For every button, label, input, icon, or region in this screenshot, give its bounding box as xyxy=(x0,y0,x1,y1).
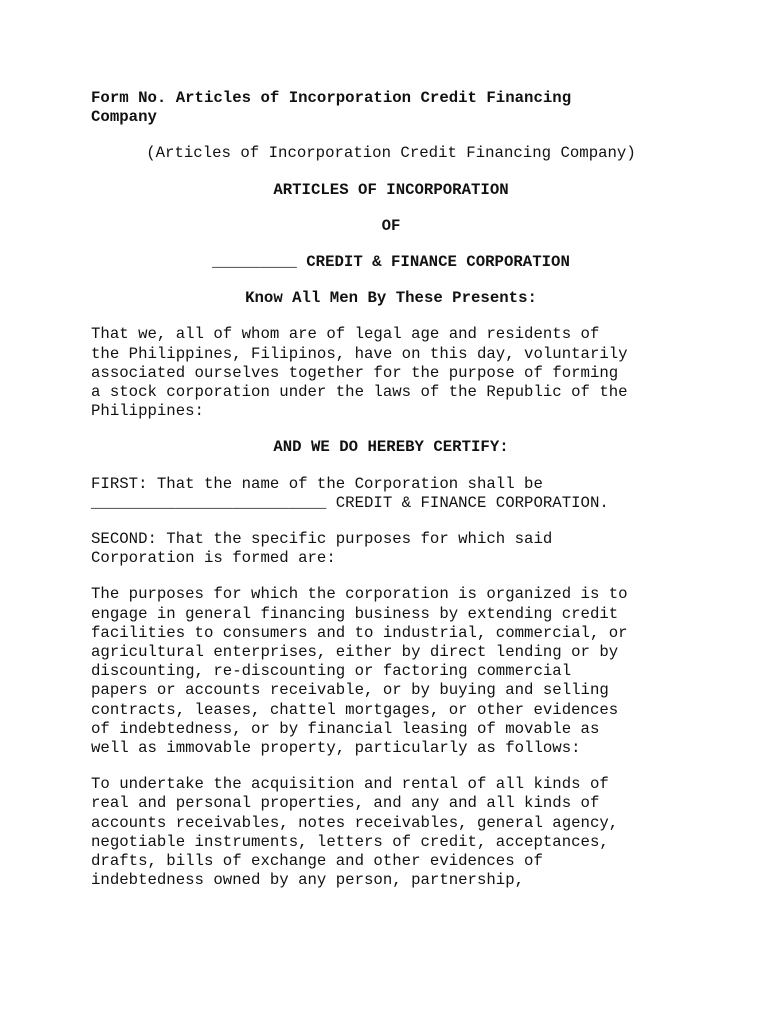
paragraph-line: associated ourselves together for the purpose of forming xyxy=(91,363,619,382)
paragraph-line: engage in general financing business by extending credit xyxy=(91,604,619,623)
certify-heading: AND WE DO HEREBY CERTIFY: xyxy=(273,438,509,457)
purposes-paragraph xyxy=(91,585,691,758)
title-corporation-name xyxy=(91,253,691,272)
intro-paragraph xyxy=(91,325,691,421)
paragraph-line: Corporation is formed are: xyxy=(91,549,336,568)
paragraph-line: indebtedness owned by any person, partnership, xyxy=(91,871,525,890)
undertake-paragraph xyxy=(91,775,691,890)
paragraph-line: SECOND: That the specific purposes for which said xyxy=(91,530,553,549)
paragraph-line: That we, all of whom are of legal age and residents of xyxy=(91,325,600,344)
paragraph-line: The purposes for which the corporation is organized is to xyxy=(91,585,628,604)
paragraph-line: a stock corporation under the laws of the Republic of the xyxy=(91,383,628,402)
paragraph-line: agricultural enterprises, either by direct lending or by xyxy=(91,643,619,662)
paragraph-line: of indebtedness, or by financial leasing of movable as xyxy=(91,719,600,738)
paragraph-line: contracts, leases, chattel mortgages, or other evidences xyxy=(91,700,619,719)
paragraph-line: well as immovable property, particularly as follows: xyxy=(91,739,581,758)
name-suffix: CREDIT & FINANCE CORPORATION xyxy=(296,253,570,272)
paragraph-line: FIRST: That the name of the Corporation shall be xyxy=(91,474,543,493)
paragraph-line: facilities to consumers and to industrial, commercial, or xyxy=(91,623,628,642)
paragraph-line: discounting, re-discounting or factoring commercial xyxy=(91,662,572,681)
form-title-line: Company xyxy=(91,108,157,127)
subtitle: (Articles of Incorporation Credit Financing Company) xyxy=(146,144,636,163)
paragraph-line: drafts, bills of exchange and other evidences of xyxy=(91,852,543,871)
name-blank: _________ xyxy=(212,253,297,272)
paragraph-line: negotiable instruments, letters of credit, acceptances, xyxy=(91,832,609,851)
paragraph-line: _________________________ CREDIT & FINANCE CORPORATION. xyxy=(91,493,609,512)
paragraph-line: papers or accounts receivable, or by buying and selling xyxy=(91,681,609,700)
form-title xyxy=(91,89,691,127)
document-page xyxy=(91,89,691,908)
first-article xyxy=(91,475,691,513)
paragraph-line: accounts receivables, notes receivables, general agency, xyxy=(91,813,619,832)
paragraph-line: the Philippines, Filipinos, have on this day, voluntarily xyxy=(91,344,628,363)
presents-heading: Know All Men By These Presents: xyxy=(245,289,537,308)
title-articles: ARTICLES OF INCORPORATION xyxy=(273,180,509,199)
paragraph-line: To undertake the acquisition and rental of all kinds of xyxy=(91,775,609,794)
second-article xyxy=(91,530,691,568)
title-of: OF xyxy=(381,216,401,235)
form-title-line: Form No. Articles of Incorporation Credit Financing xyxy=(91,89,572,107)
paragraph-line: real and personal properties, and any and all kinds of xyxy=(91,794,600,813)
paragraph-line: Philippines: xyxy=(91,402,204,421)
